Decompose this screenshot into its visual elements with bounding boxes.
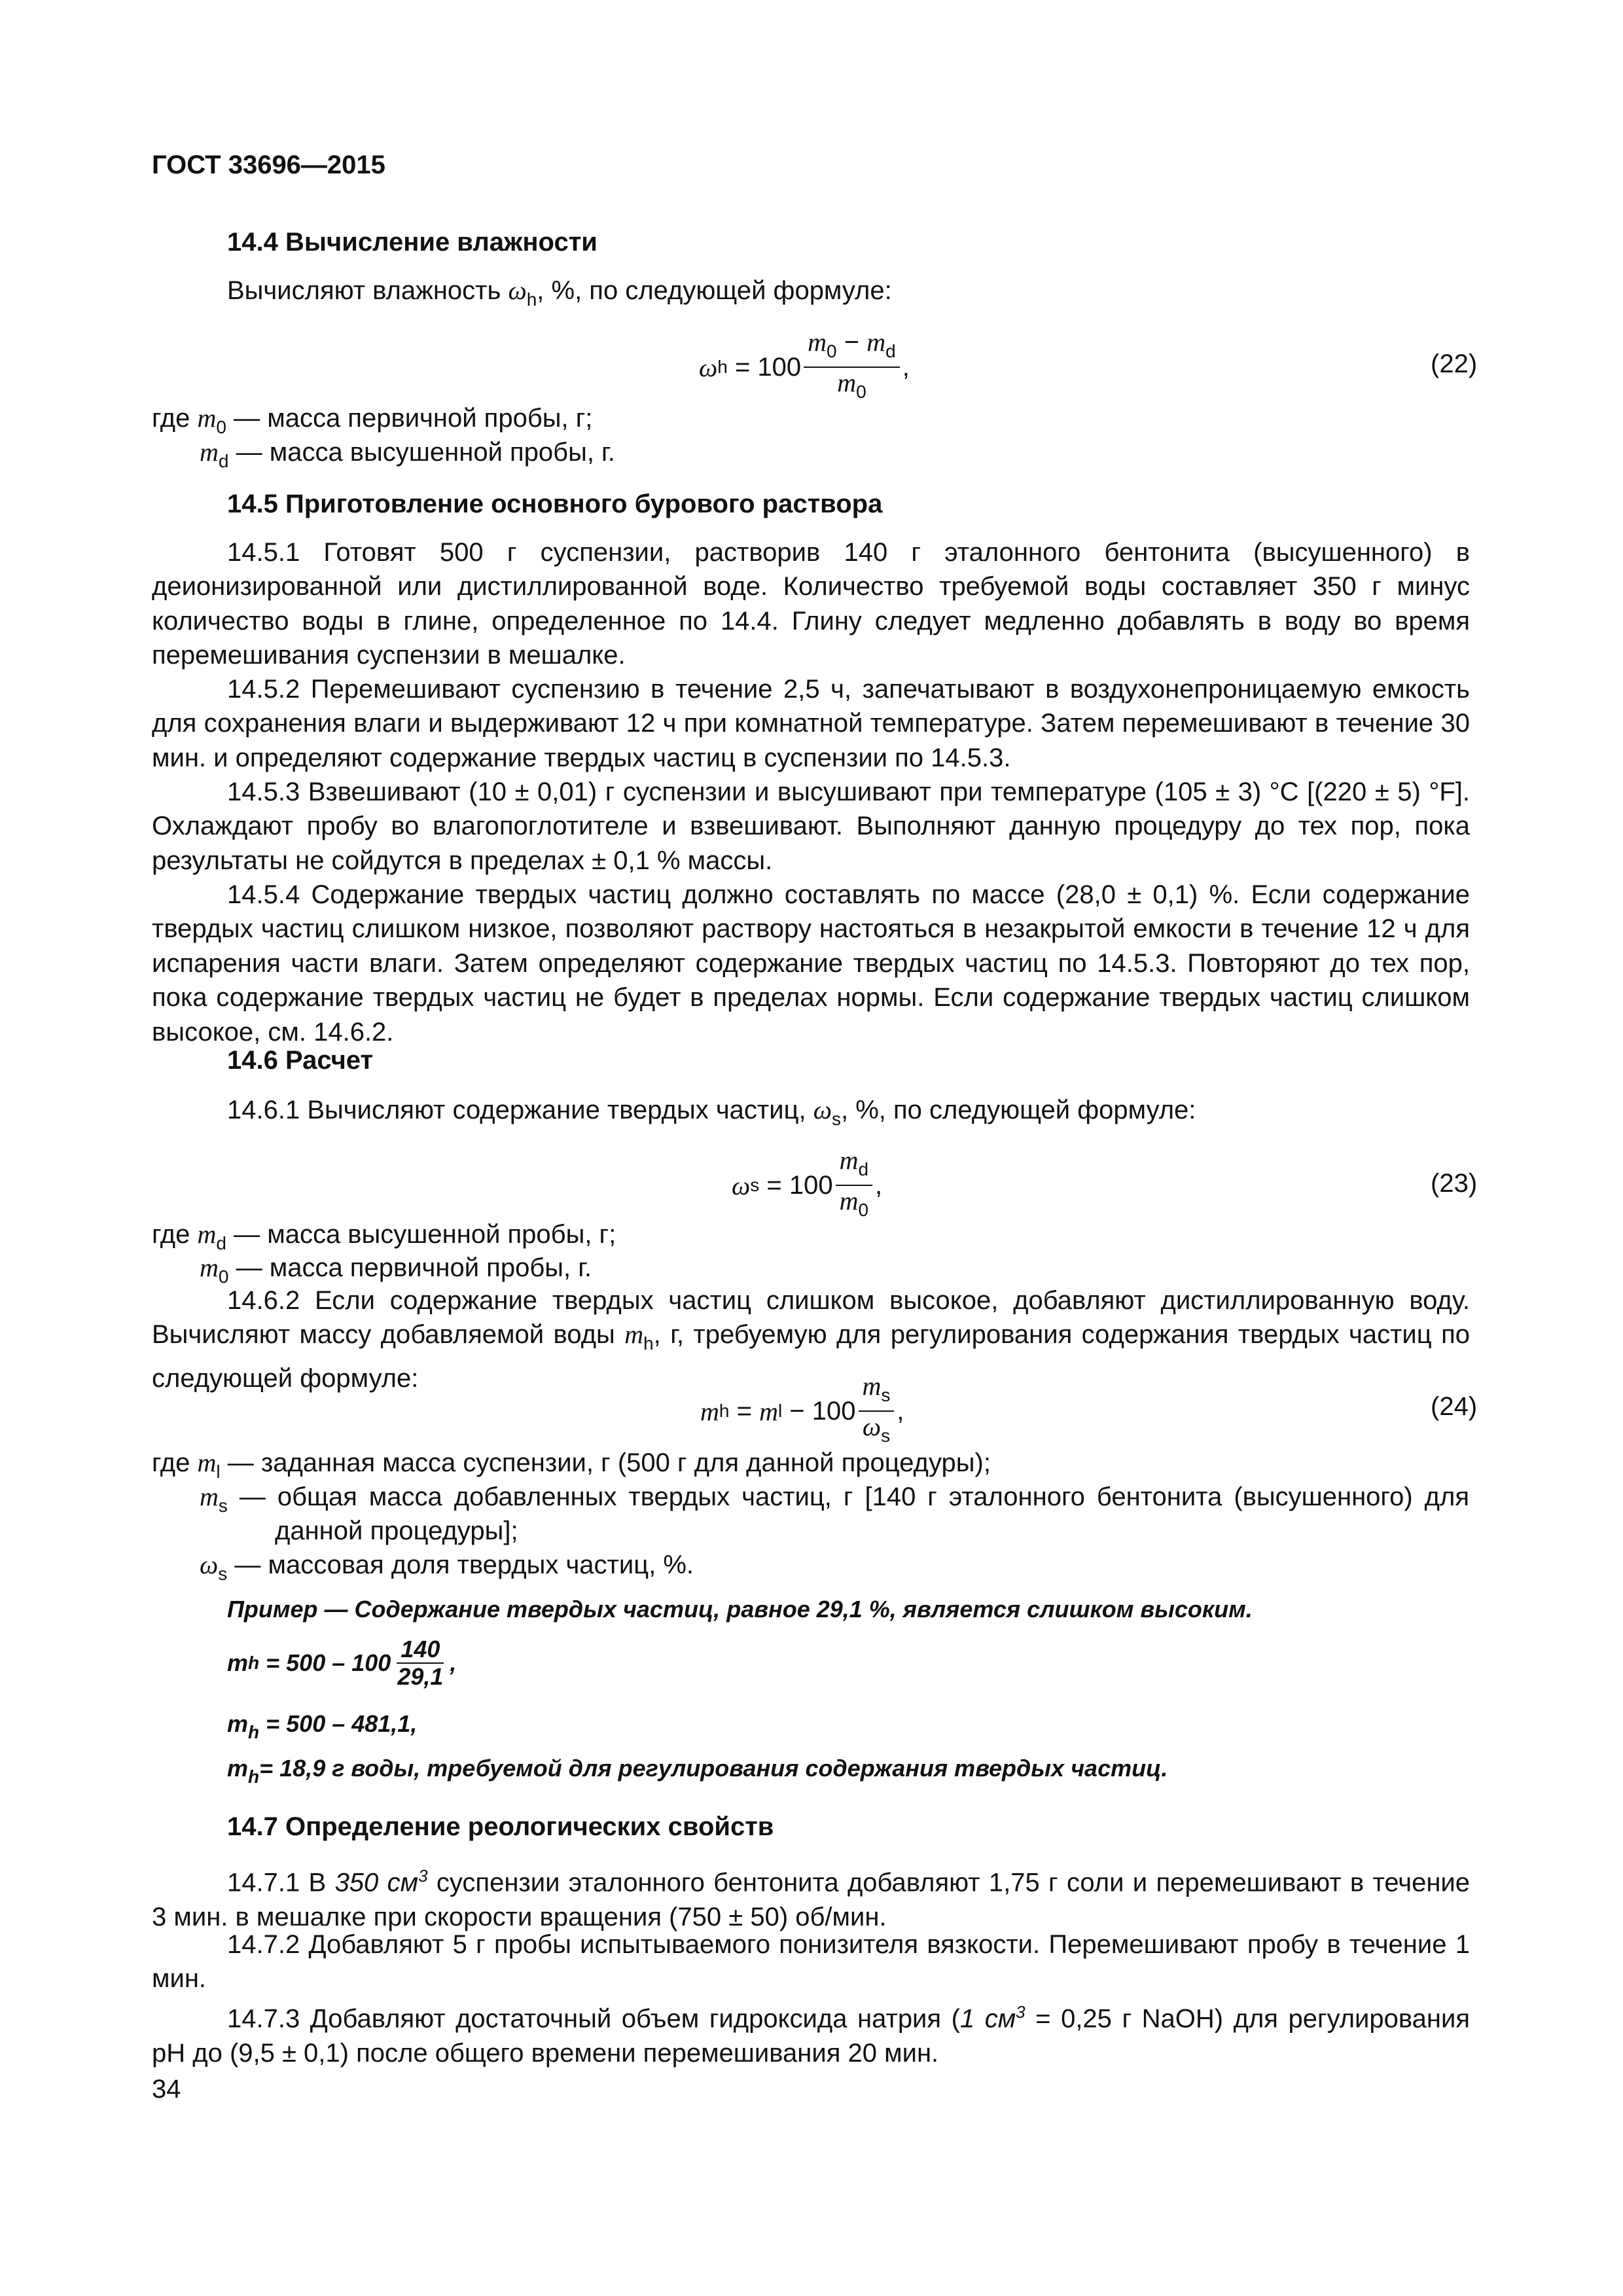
example-title: Пример — Содержание твердых частиц, равное 29,1 %, является слишком высоким. bbox=[227, 1596, 1253, 1623]
example-line-2: $m_h = 500 - 481,1$, bbox=[227, 1710, 418, 1742]
example-line-1: m h = 500 – 100 $\frac{140}{29,1}$ , bbox=[227, 1636, 457, 1690]
page-number: 34 bbox=[152, 2075, 181, 2104]
paragraph-14-7-3: 14.7.3 Добавляют достаточный объем гидроксида натрия (1 $см^3 = 0,25$ г NaOH) для регулирования pH до (9,5 ± 0,1) после общего времени перемешивания 20 мин. bbox=[152, 2002, 1471, 2068]
document-header: ГОСТ 33696—2015 bbox=[152, 151, 385, 179]
where-24-line-3: $\omega_s$ — массовая доля твердых частиц, %. bbox=[200, 1550, 694, 1584]
paragraph-14-5-3: 14.5.3 Взвешивают (10 ± 0,01) г суспензии и высушивают при температуре (105 ± 3) °C [(220 ± 5) °F]. Охлаждают пробу во влагопоглотителе и взвешивают. Выполняют данную процедуру до тех пор, пока результаты не сойдутся в пределах ± 0,1 % массы. bbox=[152, 778, 1470, 875]
equation-number-22: (22) bbox=[1431, 350, 1478, 378]
where-24-line-1: где $m_l$ — заданная масса суспензии, г (500 г для данной процедуры); bbox=[152, 1448, 991, 1482]
equation-number-23: (23) bbox=[1431, 1169, 1478, 1198]
formula-22: ω h = 100 $\frac{m_0 - m_d}{m_0}$ , bbox=[699, 327, 910, 402]
paragraph-14-5-4: 14.5.4 Содержание твердых частиц должно составлять по массе (28,0 ± 0,1) %. Если содержание твердых частиц слишком низкое, позволяют раствору настояться в незакрытой емкости в течение 12 ч для испарения части влаги. Затем определяют содержание твердых частиц по 14.5.3. Повторяют до тех пор, пока содержание твердых частиц не будет в пределах нормы. Если содержание твердых частиц слишком высокое, см. 14.6.2. bbox=[152, 880, 1470, 1047]
section-14-7-heading: 14.7 Определение реологических свойств bbox=[227, 1812, 774, 1841]
example-line-3: $m_h= 18,9$ г воды, требуемой для регулирования содержания твердых частиц. bbox=[227, 1755, 1168, 1787]
formula-23: ω s = 100 $\frac{m_d}{m_0}$ , bbox=[732, 1145, 883, 1220]
where-22-line-2: $m_d$ — масса высушенной пробы, г. bbox=[200, 437, 615, 471]
where-23-line-1: где $m_d$ — масса высушенной пробы, г; bbox=[152, 1219, 616, 1253]
section-14-4-intro: Вычисляют влажность $\omega_h$, %, по следующей формуле: bbox=[227, 276, 892, 310]
formula-24: m h = m l − 100 $\frac{m_s}{\omega_s}$ , bbox=[700, 1371, 904, 1446]
section-14-4-heading: 14.4 Вычисление влажности bbox=[227, 228, 597, 257]
paragraph-14-7-2: 14.7.2 Добавляют 5 г пробы испытываемого понизителя вязкости. Перемешивают пробу в течение 1 мин. bbox=[152, 1930, 1470, 1994]
where-23-line-2: $m_0$ — масса первичной пробы, г. bbox=[200, 1253, 592, 1287]
where-24-line-2: $m_s$ — общая масса добавленных твердых частиц, г [140 г эталонного бентонита (высушенного) для bbox=[200, 1482, 1469, 1516]
section-14-6-1-intro: 14.6.1 Вычисляют содержание твердых частиц, $\omega_s$, %, по следующей формуле: bbox=[227, 1095, 1196, 1129]
equation-number-24: (24) bbox=[1431, 1392, 1478, 1421]
where-22-line-1: где $m_0$ — масса первичной пробы, г; bbox=[152, 403, 593, 437]
paragraph-14-5-1: 14.5.1 Готовят 500 г суспензии, растворив 140 г эталонного бентонита (высушенного) в деионизированной или дистиллированной воде. Количество требуемой воды составляет 350 г минус количество воды в глине, определенное по 14.4. Глину следует медленно добавлять в воду во время перемешивания суспензии в мешалке. bbox=[152, 538, 1470, 670]
section-14-5-heading: 14.5 Приготовление основного бурового раствора bbox=[227, 490, 883, 518]
section-14-6-heading: 14.6 Расчет bbox=[227, 1046, 374, 1075]
where-24-line-2-cont: данной процедуры]; bbox=[275, 1516, 518, 1545]
paragraph-14-7-1: 14.7.1 В 350 $см^3$ суспензии эталонного бентонита добавляют 1,75 г соли и перемешивают в течение 3 мин. в мешалке при скорости вращения (750 ± 50) об/мин. bbox=[152, 1866, 1471, 1931]
paragraph-14-5-2: 14.5.2 Перемешивают суспензию в течение 2,5 ч, запечатывают в воздухонепроницаемую емкость для сохранения влаги и выдерживают 12 ч при комнатной температуре. Затем перемешивают в течение 30 мин. и определяют содержание твердых частиц в суспензии по 14.5.3. bbox=[152, 675, 1470, 772]
paragraph-14-6-2: 14.6.2 Если содержание твердых частиц слишком высокое, добавляют дистиллированную воду. Вычисляют массу добавляемой воды $m_h$, г, требуемую для регулирования содержания твердых частиц по следующей формуле: bbox=[152, 1286, 1470, 1393]
